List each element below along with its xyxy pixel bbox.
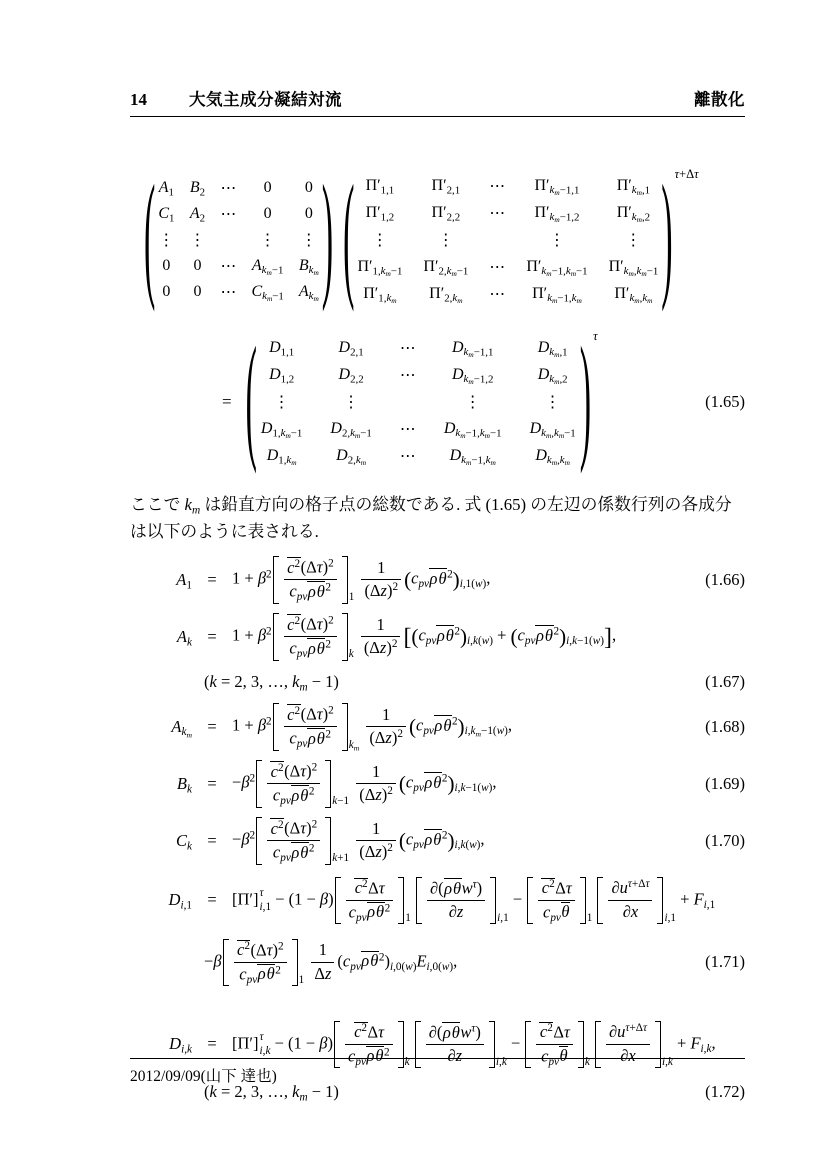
matrix-cell: $\Pi'_{1,1}$ [365, 177, 395, 197]
matrix-cell: ⋯ [399, 340, 416, 357]
equation-lhs: $C_k$ [176, 830, 192, 853]
equation-number: (1.65) [705, 392, 745, 411]
matrix-cell: ⋯ [399, 421, 416, 438]
matrix-cell: ⋯ [220, 206, 237, 223]
equation-rhs: $-\beta^2$ $c^2(\Delta\tau)^2$ $c_{pv}\rho\theta^2$ $_{k-1}$ $\frac{1}{(\Delta z)^2}$ $(c_{pv}\rho\theta^2)_{i,k-1(w)}$, [232, 761, 497, 808]
equals-sign: = [207, 716, 217, 736]
matrix-cell: $C_{k_m-1}$ [251, 283, 284, 304]
matrix-cell: $D_{2,k_m-1}$ [330, 420, 372, 441]
matrix-cell: $B_2$ [189, 179, 206, 199]
left-paren: ( [343, 161, 355, 315]
section-title: 大気主成分凝結対流 [189, 91, 342, 109]
matrix-cell: $\Pi'_{2,2}$ [431, 204, 461, 224]
coefficient-matrix [144, 161, 334, 315]
matrix-cell: $A_1$ [158, 179, 174, 199]
body-paragraph: ここで $k_m$ は鉛直方向の格子点の総数である. 式 (1.65) の左辺の係数行列の各成分は以下のように表される. [130, 495, 732, 542]
equals-sign: = [207, 626, 217, 646]
equation-number: (1.70) [705, 830, 745, 850]
matrix-cell: $D_{1,k_m-1}$ [260, 420, 303, 441]
matrix-cell: ⋯ [220, 180, 237, 197]
chapter-title: 離散化 [694, 91, 745, 109]
matrix-cell: $\Pi'_{2,1}$ [431, 177, 461, 197]
matrix-cell: $D_{k_m,2}$ [537, 366, 568, 387]
equals-sign: = [207, 1034, 217, 1054]
matrix-cell: ⋮ [189, 232, 206, 249]
matrix-cell: ⋮ [548, 232, 565, 249]
equation-rhs: −β $c^2(\Delta\tau)^2$ $c_{pv}\rho\theta^2$ $_1$ $\frac{1}{\Delta z}$ $(c_{pv}\rho\theta^2)_{i,0(w)}E_{i,0(w)}$, [204, 940, 458, 987]
matrix-cell: $\Pi'_{k_m,2}$ [616, 204, 651, 225]
equation-1-71-line-2 [130, 931, 745, 993]
matrix-cell: 0 [304, 205, 313, 222]
matrix-cell: ⋮ [300, 232, 317, 249]
matrix-cell: $C_1$ [158, 205, 175, 225]
matrix-cell: $D_{k_m,1}$ [537, 339, 568, 360]
equation-lhs: $A_1$ [176, 569, 192, 592]
matrix-cell: $B_{k_m}$ [298, 257, 319, 278]
matrix-cell: $A_{k_m-1}$ [251, 257, 284, 278]
equation-rhs: $1 + \beta^2$ $c^2(\Delta\tau)^2$ $c_{pv}\rho\theta^2$ $_{k_m}$ $\frac{1}{(\Delta z)^2}$ $(c_{pv}\rho\theta^2)_{i,k_m-1(w)}$, [232, 704, 513, 752]
pi-prime-matrix-grid [357, 176, 658, 304]
equation-1-68 [130, 698, 745, 755]
matrix-cell: ⋮ [371, 232, 388, 249]
equation-1-71-line-1 [130, 869, 745, 931]
matrix-cell: $\Pi'_{k_m,1}$ [616, 177, 651, 198]
matrix-cell: ⋯ [489, 259, 506, 276]
matrix-cell: $D_{2,1}$ [338, 339, 364, 359]
matrix-cell: $D_{k_m,k_m}$ [535, 447, 570, 468]
matrix-cell: $\Pi'_{1,k_m}$ [363, 285, 397, 306]
equation-number: (1.69) [705, 773, 745, 793]
equation-number: (1.72) [705, 1081, 745, 1101]
matrix-cell: ⋮ [273, 394, 290, 411]
left-paren: ( [144, 161, 156, 315]
equation-condition: (k = 2, 3, …, $k_m - 1$) [204, 1081, 339, 1104]
d-matrix-grid [261, 338, 576, 466]
equation-rhs: [Π′] τ i,1 − (1 − β) $c^2\Delta\tau$ $c_{pv}\rho\theta^2$ $_1$ ∂(ρθw$^\tau$) ∂z $_{i,1}$ − $c^2\Delta\tau$ $c_{pv}\theta$ $_1$ $\partial u^{\tau+\Delta\tau}$ ∂x $_{i,1} + F_{i,1}$ [232, 878, 716, 925]
matrix-cell: $D_{k_m-1,1}$ [451, 339, 494, 360]
equation-condition: (k = 2, 3, …, $k_m - 1$) [204, 671, 339, 694]
left-paren: ( [245, 323, 257, 477]
equation-number: (1.67) [705, 671, 745, 691]
matrix-cell: $D_{k_m-1,k_m}$ [449, 447, 496, 468]
matrix-cell: 0 [263, 179, 272, 196]
equation-list [130, 551, 745, 1108]
matrix-cell: $\Pi'_{k_m-1,1}$ [534, 177, 580, 198]
equation-rhs: $-\beta^2$ $c^2(\Delta\tau)^2$ $c_{pv}\rho\theta^2$ $_{k+1}$ $\frac{1}{(\Delta z)^2}$ $(c_{pv}\rho\theta^2)_{i,k(w)}$, [232, 818, 485, 865]
matrix-cell: $D_{k_m-1,2}$ [451, 366, 494, 387]
matrix-cell: $D_{2,2}$ [338, 366, 364, 386]
matrix-cell: $A_2$ [189, 205, 206, 225]
matrix-cell: $D_{k_m,k_m-1}$ [529, 420, 576, 441]
pi-prime-matrix [343, 161, 699, 315]
matrix-cell: $\Pi'_{1,k_m-1}$ [357, 258, 403, 279]
matrix-cell: $D_{1,k_m}$ [266, 447, 297, 468]
matrix-cell: 0 [263, 205, 272, 222]
matrix-cell: ⋯ [399, 367, 416, 384]
matrix-cell: $\Pi'_{k_m-1,k_m}$ [532, 285, 582, 306]
matrix-cell: ⋮ [259, 232, 276, 249]
matrix-cell: ⋯ [220, 284, 237, 301]
matrix-cell: ⋯ [489, 205, 506, 222]
matrix-cell: 0 [193, 257, 202, 274]
matrix-cell: $\Pi'_{2,k_m}$ [429, 285, 463, 306]
matrix-cell: 0 [162, 257, 171, 274]
matrix-cell: $\Pi'_{k_m-1,2}$ [534, 204, 580, 225]
matrix-cell: ⋮ [158, 232, 175, 249]
matrix-cell: $D_{k_m-1,k_m-1}$ [443, 420, 502, 441]
equation-lhs: $D_{i,k}$ [169, 1034, 192, 1056]
matrix-cell: ⋮ [437, 232, 454, 249]
equals-sign: = [207, 830, 217, 850]
equation-1-70 [130, 812, 745, 869]
equals-sign: = [207, 773, 217, 793]
matrix-cell: ⋮ [464, 394, 481, 411]
equals-sign: = [222, 392, 232, 411]
matrix-cell: ⋯ [220, 258, 237, 275]
matrix-cell: $\Pi'_{2,k_m-1}$ [423, 258, 469, 279]
right-paren: ) [321, 161, 334, 315]
d-matrix-equation [130, 323, 745, 477]
footer-rule [130, 1058, 745, 1059]
page-number: 14 [130, 90, 147, 109]
equation-rhs: [Π′] τ i,k − (1 − β) $c^2\Delta\tau$ $c_{pv}\rho\theta^2$ $_k$ ∂(ρθw$^\tau$) ∂z $_{i,k}$ − $c^2\Delta\tau$ $c_{pv}\theta$ $_k$ $\partial u^{\tau+\Delta\tau}$ ∂x $_{i,k} + F_{i,k}$, [232, 1022, 716, 1069]
matrix-cell: ⋯ [489, 286, 506, 303]
right-paren: ) [661, 161, 673, 315]
matrix-cell: 0 [162, 283, 171, 300]
matrix-cell: $D_{2,k_m}$ [336, 447, 367, 468]
matrix-cell: ⋮ [343, 394, 360, 411]
matrix-cell: ⋯ [489, 178, 506, 195]
header-rule [130, 116, 745, 117]
matrix-cell: ⋯ [399, 448, 416, 465]
matrix-cell: $\Pi'_{k_m,k_m}$ [614, 285, 653, 306]
matrix-cell: $\Pi'_{k_m,k_m-1}$ [608, 258, 659, 279]
equation-lhs: $A_k$ [176, 626, 192, 649]
equation-number: (1.71) [705, 952, 745, 972]
page-header [130, 86, 745, 110]
d-matrix [245, 323, 598, 477]
equation-lhs: $A_{k_m}$ [171, 716, 192, 740]
time-superscript: τ [593, 329, 598, 343]
matrix-cell: ⋮ [544, 394, 561, 411]
matrix-product-equation [144, 161, 745, 315]
matrix-cell: $\Pi'_{1,2}$ [365, 204, 395, 224]
equals-sign: = [207, 890, 217, 910]
footer-date-author: 2012/09/09(山下 達也) [130, 1068, 277, 1085]
equation-1-66 [130, 551, 745, 608]
matrix-cell: $\Pi'_{k_m-1,k_m-1}$ [526, 258, 588, 279]
equation-lhs: $D_{i,1}$ [168, 890, 192, 912]
equation-rhs: $1 + \beta^2$ $c^2(\Delta\tau)^2$ $c_{pv}\rho\theta^2$ $_k$ $\frac{1}{(\Delta z)^2}$ $[(c_{pv}\rho\theta^2)_{i,k(w)} + (c_{pv}\rho\theta^2)_{i,k-1(w)}]$, [232, 614, 617, 661]
matrix-cell: $D_{1,2}$ [269, 366, 295, 386]
matrix-cell: 0 [193, 283, 202, 300]
matrix-cell: 0 [304, 179, 313, 196]
coefficient-matrix-grid [158, 178, 318, 302]
matrix-cell: $A_{k_m}$ [298, 283, 319, 304]
equation-rhs: $1 + \beta^2$ $c^2(\Delta\tau)^2$ $c_{pv}\rho\theta^2$ $_1$ $\frac{1}{(\Delta z)^2}$ $(c_{pv}\rho\theta^2)_{i,1(w)}$, [232, 557, 491, 604]
equation-number: (1.66) [705, 569, 745, 589]
matrix-cell: $D_{1,1}$ [269, 339, 295, 359]
equation-number: (1.68) [705, 716, 745, 736]
equation-1-67-line-1 [130, 608, 745, 665]
matrix-cell: ⋮ [625, 232, 642, 249]
page-footer [130, 1058, 745, 1086]
right-paren: ) [579, 323, 592, 477]
time-superscript: τ+Δτ [674, 167, 699, 181]
equation-1-69 [130, 755, 745, 812]
equation-lhs: $B_k$ [176, 773, 192, 796]
equals-sign: = [207, 569, 217, 589]
equation-1-67-line-2 [130, 665, 745, 698]
